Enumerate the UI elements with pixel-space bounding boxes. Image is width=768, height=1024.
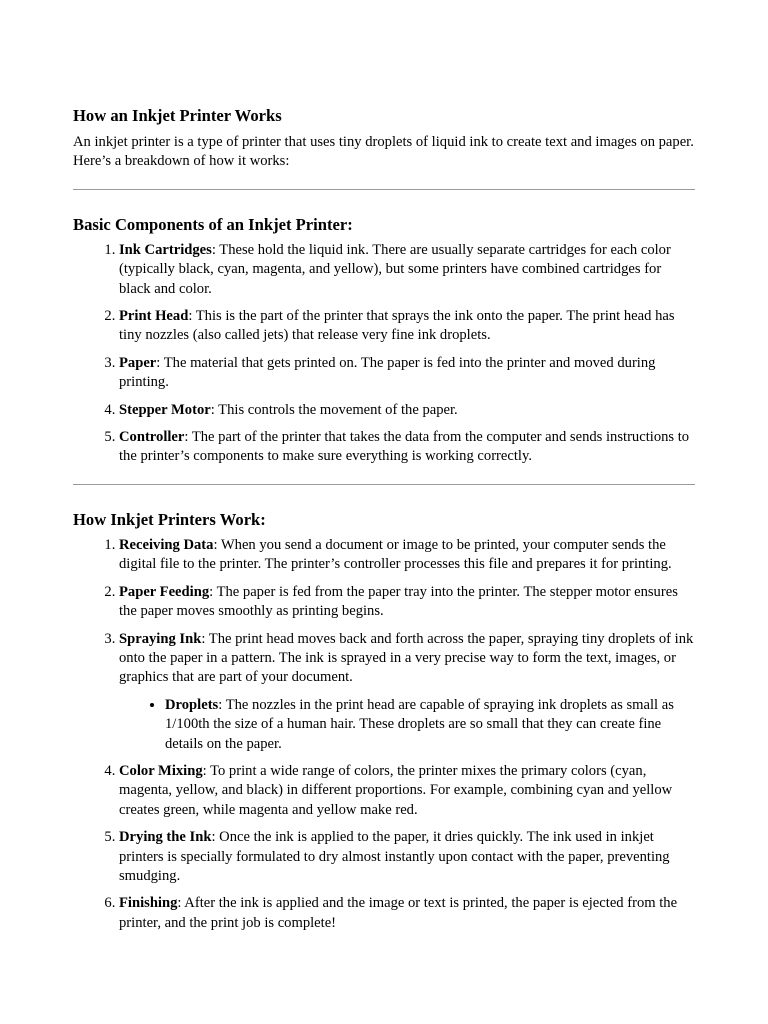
item-text: : The part of the printer that takes the data from the computer and sends instructions to the printer’s components to make sure everything is working correctly. (119, 429, 690, 465)
item-text: : After the ink is applied and the image or text is printed, the paper is ejected from the printer, and the print job is complete! (119, 895, 678, 931)
item-text: : These hold the liquid ink. There are usually separate cartridges for each color (typically black, cyan, magenta, and yellow), but some printers have combined cartridges for black and color. (119, 241, 671, 297)
item-term: Drying the Ink (119, 829, 212, 846)
item-text: : Once the ink is applied to the paper, it dries quickly. The ink used in inkjet printers is specially formulated to dry almost instantly upon contact with the paper, preventing smudging. (119, 829, 670, 884)
item-term: Spraying Ink (119, 630, 202, 647)
item-text: : This controls the movement of the paper. (210, 401, 458, 418)
sub-item-text: : The nozzles in the print head are capable of spraying ink droplets as small as 1/100th the size of a human hair. These droplets are so small that they can create fine details on the paper. (165, 696, 674, 752)
item-text: : The print head moves back and forth across the paper, spraying tiny droplets of ink onto the paper in a pattern. The ink is sprayed in a very precise way to form the text, images, or graphics that are part of your document. (119, 630, 694, 686)
list-item (119, 241, 695, 299)
process-heading: How Inkjet Printers Work: (73, 509, 266, 529)
item-term: Finishing (119, 895, 178, 912)
item-term: Stepper Motor (119, 401, 211, 418)
process-list (73, 536, 695, 933)
process-section (73, 509, 695, 933)
sub-list (119, 696, 695, 754)
item-text: : The paper is fed from the paper tray into the printer. The stepper motor ensures the paper moves smoothly as printing begins. (119, 583, 678, 620)
section-divider (73, 189, 695, 190)
item-text: : This is the part of the printer that sprays the ink onto the paper. The print head has tiny nozzles (also called jets) that release very fine ink droplets. (119, 308, 675, 344)
components-list (73, 241, 695, 467)
item-text: : The material that gets printed on. The paper is fed into the printer and moved during printing. (119, 354, 656, 391)
section-divider (73, 484, 695, 485)
item-term: Controller (119, 429, 185, 446)
list-item (119, 828, 695, 886)
list-item (119, 307, 695, 346)
sub-item-term: Droplets (165, 696, 219, 713)
list-item (119, 401, 695, 420)
item-term: Receiving Data (119, 536, 214, 553)
list-item (119, 894, 695, 933)
list-item (119, 428, 695, 467)
item-text: : When you send a document or image to be printed, your computer sends the digital file to the printer. The printer’s controller processes this file and prepares it for printing. (119, 536, 672, 573)
list-item (119, 583, 695, 622)
components-section (73, 214, 695, 467)
sub-list-item (165, 696, 695, 754)
components-heading: Basic Components of an Inkjet Printer: (73, 214, 353, 234)
page-title: How an Inkjet Printer Works (73, 106, 282, 125)
item-term: Print Head (119, 308, 189, 325)
item-term: Color Mixing (119, 762, 203, 779)
item-term: Paper Feeding (119, 583, 210, 600)
list-item (119, 630, 695, 754)
list-item (119, 536, 695, 575)
list-item (119, 354, 695, 393)
item-term: Ink Cartridges (119, 241, 212, 258)
intro-paragraph: An inkjet printer is a type of printer that uses tiny droplets of liquid ink to create text and images on paper. Here’s a breakdown of how it works: (73, 134, 694, 170)
item-term: Paper (119, 354, 157, 371)
list-item (119, 762, 695, 820)
item-text: : To print a wide range of colors, the printer mixes the primary colors (cyan, magenta, yellow, and black) in different proportions. For example, combining cyan and yellow creates green, while magenta and yellow make red. (119, 762, 673, 818)
